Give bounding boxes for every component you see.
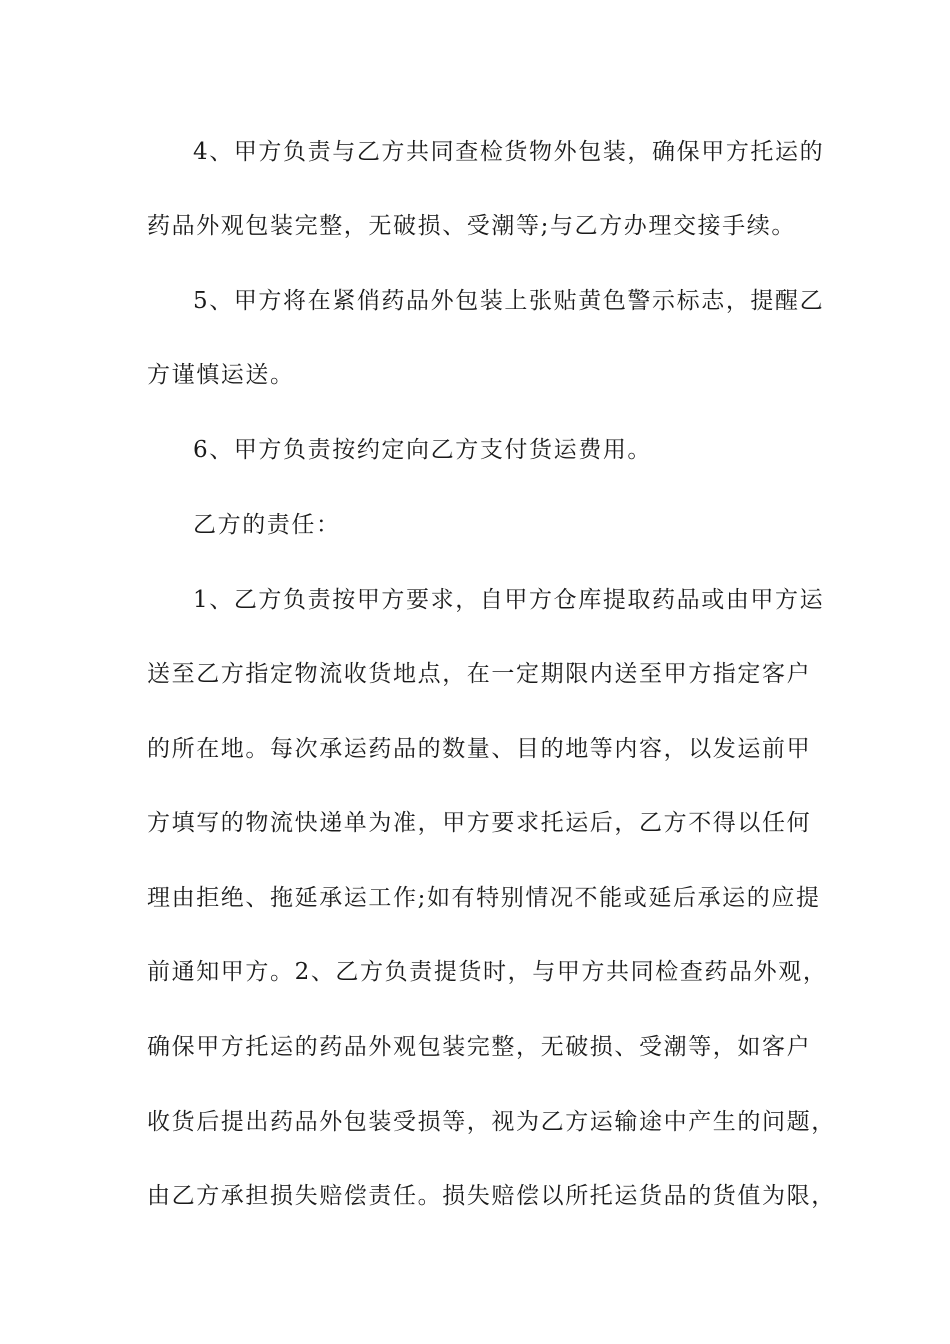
paragraph-line: 方谨慎运送。 xyxy=(147,362,295,388)
paragraph-line: 送至乙方指定物流收货地点，在一定期限内送至甲方指定客户 xyxy=(147,661,812,687)
paragraph-line: 前通知甲方。2、乙方负责提货时，与甲方共同检查药品外观， xyxy=(147,959,828,985)
paragraph-line: 收货后提出药品外包装受损等，视为乙方运输途中产生的问题， xyxy=(147,1109,836,1135)
paragraph-line: 方填写的物流快递单为准，甲方要求托运后，乙方不得以任何 xyxy=(147,810,812,836)
paragraph-line: 1、乙方负责按甲方要求，自甲方仓库提取药品或由甲方运 xyxy=(193,587,825,613)
paragraph-line: 由乙方承担损失赔偿责任。损失赔偿以所托运货品的货值为限， xyxy=(147,1183,836,1209)
paragraph-line: 理由拒绝、拖延承运工作;如有特别情况不能或延后承运的应提 xyxy=(147,885,821,911)
paragraph-line: 药品外观包装完整，无破损、受潮等;与乙方办理交接手续。 xyxy=(147,213,796,239)
paragraph-line: 6、甲方负责按约定向乙方支付货运费用。 xyxy=(193,437,653,463)
paragraph-line: 5、甲方将在紧俏药品外包装上张贴黄色警示标志，提醒乙 xyxy=(193,288,825,314)
section-heading: 乙方的责任： xyxy=(193,512,341,538)
paragraph-line: 确保甲方托运的药品外观包装完整，无破损、受潮等，如客户 xyxy=(147,1034,812,1060)
paragraph-line: 的所在地。每次承运药品的数量、目的地等内容，以发运前甲 xyxy=(147,736,812,762)
paragraph-line: 4、甲方负责与乙方共同查检货物外包装，确保甲方托运的 xyxy=(193,139,825,165)
